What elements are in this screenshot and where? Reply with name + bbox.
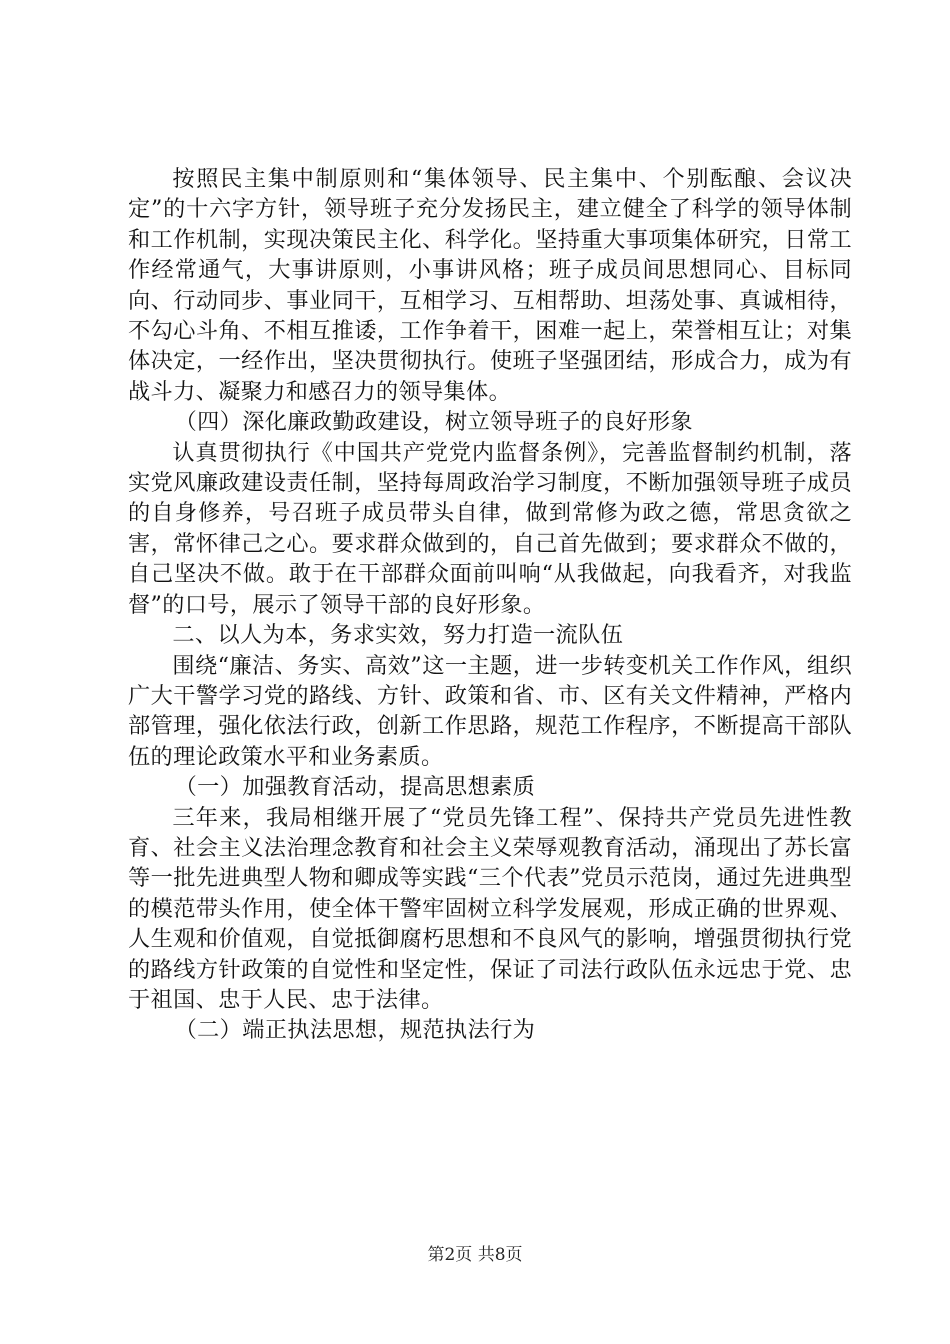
- page-footer: 第2页 共8页: [427, 1245, 523, 1265]
- paragraph-work-style: 围绕“廉洁、务实、高效”这一主题，进一步转变机关工作作风，组织广大干警学习党的路线、方针、政策和省、市、区有关文件精神，严格内部管理，强化依法行政，创新工作思路，规范工作程序，不断提高干部队伍的理论政策水平和业务素质。: [128, 652, 852, 770]
- paragraph-education-activities: 三年来，我局相继开展了“党员先锋工程”、保持共产党员先进性教育、社会主义法治理念教育和社会主义荣辱观教育活动，涌现出了苏长富等一批先进典型人物和卿成等实践“三个代表”党员示范岗，通过先进典型的模范带头作用，使全体干警牢固树立科学发展观，形成正确的世界观、人生观和价值观，自觉抵御腐朽思想和不良风气的影响，增强贯彻执行党的路线方针政策的自觉性和坚定性，保证了司法行政队伍永远忠于党、忠于祖国、忠于人民、忠于法律。: [128, 804, 852, 1013]
- paragraph-supervision: 认真贯彻执行《中国共产党党内监督条例》，完善监督制约机制，落实党风廉政建设责任制，坚持每周政治学习制度，不断加强领导班子成员的自身修养，号召班子成员带头自律，做到常修为政之德，常思贪欲之害，常怀律己之心。要求群众做到的，自己首先做到；要求群众不做的，自己坚决不做。敢于在干部群众面前叫响“从我做起，向我看齐，对我监督”的口号，展示了领导干部的良好形象。: [128, 439, 852, 618]
- section-heading-education: （一）加强教育活动，提高思想素质: [174, 774, 536, 801]
- section-heading-law-enforcement: （二）端正执法思想，规范执法行为: [174, 1017, 536, 1044]
- section-heading-integrity: （四）深化廉政勤政建设，树立领导班子的良好形象: [174, 409, 693, 436]
- section-heading-people-oriented: 二、以人为本，务求实效，努力打造一流队伍: [172, 622, 624, 649]
- document-body: [128, 164, 852, 1046]
- paragraph-leadership-democracy: 按照民主集中制原则和“集体领导、民主集中、个别酝酿、会议决定”的十六字方针，领导班子充分发扬民主，建立健全了科学的领导体制和工作机制，实现决策民主化、科学化。坚持重大事项集体研究，日常工作经常通气，大事讲原则，小事讲风格；班子成员间思想同心、目标同向、行动同步、事业同干，互相学习、互相帮助、坦荡处事、真诚相待，不勾心斗角、不相互推诿，工作争着干，困难一起上，荣誉相互让；对集体决定，一经作出，坚决贯彻执行。使班子坚强团结，形成合力，成为有战斗力、凝聚力和感召力的领导集体。: [128, 166, 852, 405]
